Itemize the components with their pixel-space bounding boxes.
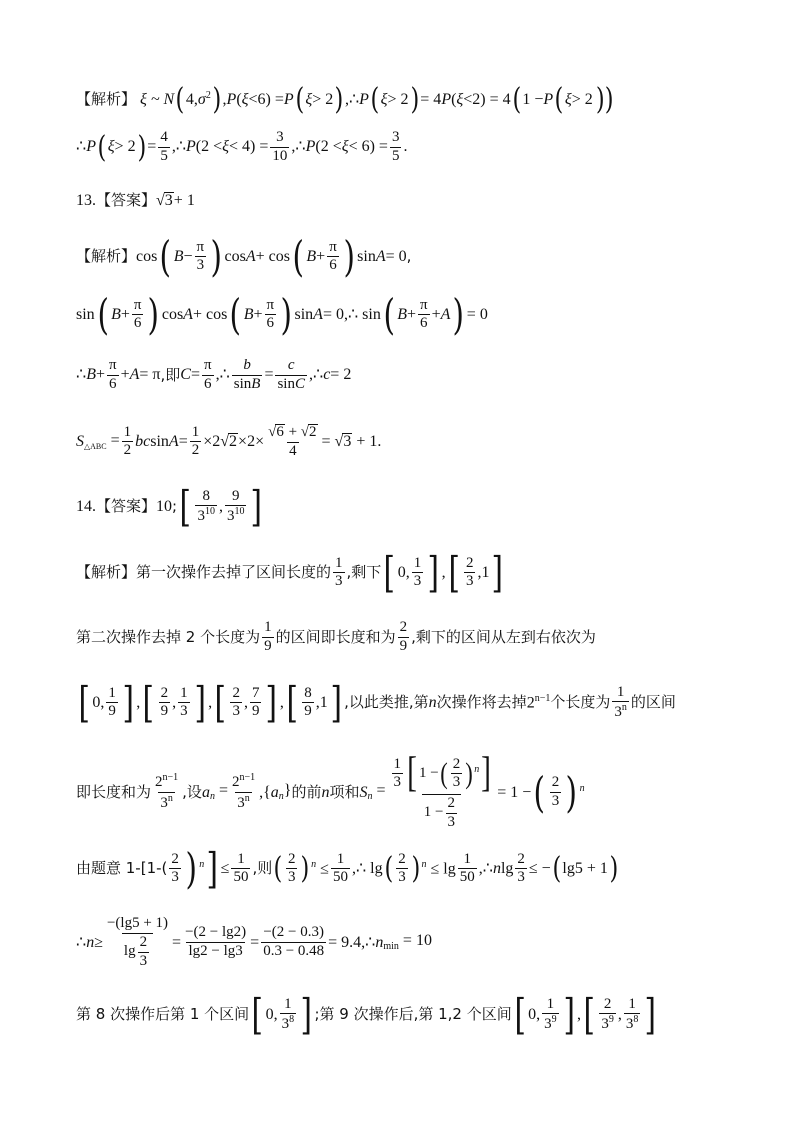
answer-14: 14. 【答案】 10 ; [ $\frac{8}{3^{10}}$ , $\frac{9}{3^{10}}$ ]	[76, 482, 263, 531]
analysis-14-line-1: 【解析】第一次操作去掉了区间长度的 $\frac{1}{3}$ ,剩下 [ 0, $\frac{1}{3}$ ] , [ $\frac{2}{3}$ ,1 ]	[76, 548, 504, 597]
analysis-13-line-2: sin ( B + $\frac{\pi}{6}$ ) cos A + cos ( B + $\frac{\pi}{6}$ ) sin A = 0,∴ sin ( B + $\frac{\pi}{6}$ + A ) = 0	[76, 290, 488, 339]
analysis-14-line-5: 由题意 1-[1-( $\frac{2}{3}$ ) $^n$ ] ≤ $\frac{1}{50}$ ,则 ( $\frac{2}{3}$ ) $^n$ ≤ $\frac{1}{50}$ ,∴ lg ( $\frac{2}{3}$ ) $^n$ ≤ lg $\frac{1}{50}$ ,∴ n lg $\frac{2}{3}$ ≤ − ( lg5 + 1 )	[76, 844, 619, 893]
analysis-14-line-2: 第二次操作去掉 2 个长度为 $\frac{1}{9}$ 的区间即长度和为 $\frac{2}{9}$ ,剩下的区间从左到右依次为	[76, 619, 596, 654]
analysis-13-line-4: S $_{\triangle ABC}$ = $\frac{1}{2}$ bc sin A = $\frac{1}{2}$ ×2√2×2× $\frac{√6 + √2}{4}$ = √3 + 1.	[76, 423, 382, 459]
analysis-14-line-6: ∴ n ≥ −(lg5 + 1) lg $\frac{2}{3}$ = $\frac{-(2 - \lg 2)}{\lg 2 - \lg 3}$ = $\frac{-(2 - 0.3)}{0.3 - 0.48}$ = 9.4,∴ n $_{min}$ = 10	[76, 915, 432, 969]
analysis-14-line-3: [ 0, $\frac{1}{9}$ ] , [ $\frac{2}{9}$ , $\frac{1}{3}$ ] , [ $\frac{2}{3}$ , $\frac{7}{9}$ ] , [ $\frac{8}{9}$ ,1 ] ,以此类推,第 n 次操作将去掉 $2^{n-1}$ 个长度为 $\frac{1}{3^n}$ 的区间	[78, 678, 676, 727]
analysis-14-line-7: 第 8 次操作后第 1 个区间 [ 0, $\frac{1}{3^8}$ ] ;第 9 次操作后,第 1,2 个区间 [ 0, $\frac{1}{3^9}$ ] , [ $\frac{2}{3^9}$ , $\frac{1}{3^8}$ ]	[76, 990, 657, 1039]
analysis-13-line-1: 【解析】 cos ( B − $\frac{\pi}{3}$ ) cos A + cos ( B + $\frac{\pi}{6}$ ) sin A = 0 ,	[76, 232, 412, 281]
analysis-12-line-1: 【解析】 ξ ~ N ( 4, σ $^2$ ) , P ( ξ <6) = P ( ξ > 2 ) ,∴ P ( ξ > 2 ) = 4 P ( ξ <2) = 4 ( 1 − P ( ξ > 2 ))	[76, 82, 614, 117]
analysis-14-line-4: 即长度和为 $\frac{2^{n-1}}{3^n}$ ,设 a $_n$ = $\frac{2^{n-1}}{3^n}$ ,{ a $_n$} 的前 n 项和 S $_n$ = $\frac{1}{3}$ [ 1 − ( $\frac{2}{3}$ ) $^n$ ] 1 − $\frac{2}{3}$ = 1 − ( $\frac{2}{3}$ ) $^n$	[76, 750, 585, 830]
answer-13: 13. 【答案】 √ 3 + 1	[76, 191, 195, 209]
analysis-13-line-3: ∴ B + $\frac{\pi}{6}$ + A = π ,即 C = $\frac{\pi}{6}$ ,∴ $\frac{b}{\sin B}$ = $\frac{c}{\sin C}$ ,∴ c = 2	[76, 357, 352, 392]
analysis-12-line-2: ∴ P ( ξ > 2 ) = $\frac{4}{5}$ ,∴ P (2 < ξ < 4) = $\frac{3}{10}$ ,∴ P (2 < ξ < 6) = $\frac{3}{5}$ .	[76, 129, 408, 165]
